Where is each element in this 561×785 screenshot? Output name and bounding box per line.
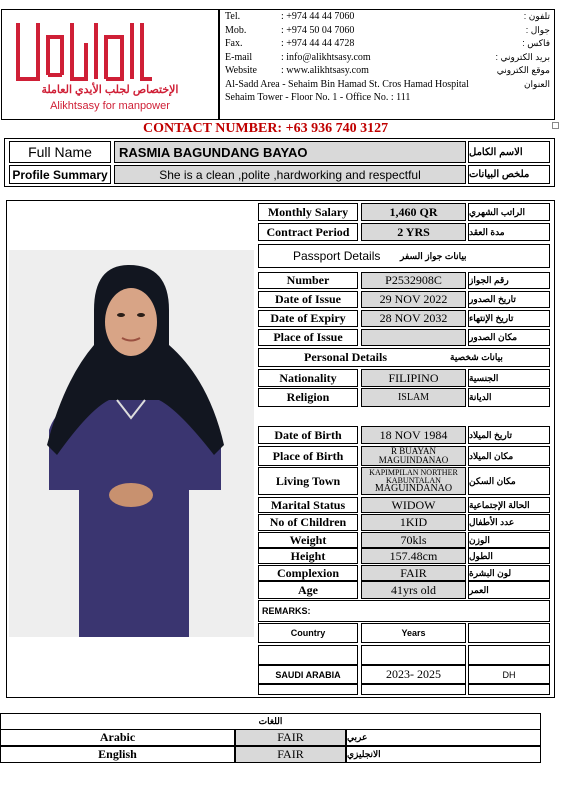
candidate-photo (9, 250, 254, 637)
fax-label: Fax. (225, 38, 243, 49)
mob-value: : +974 50 04 7060 (281, 25, 355, 36)
dob-label: Date of Birth (258, 426, 358, 444)
height-label-ar: الطول (468, 548, 550, 564)
fax-row (225, 38, 550, 51)
living-town-line-1: KAPIMPILAN NORTHER (369, 468, 458, 477)
nationality-label-ar: الجنسية (468, 369, 550, 387)
marital-status-label: Marital Status (258, 497, 358, 513)
complexion-label-ar: لون البشرة (468, 565, 550, 581)
personal-title: Personal Details (304, 350, 387, 364)
place-of-birth-line-2: MAGUINDANAO (378, 455, 449, 465)
experience-years: 2023- 2025 (361, 665, 466, 684)
experience-footer-2 (361, 684, 466, 695)
language-english-name-ar: الانجليزي (346, 746, 541, 763)
experience-footer-3 (468, 684, 550, 695)
remarks-label: REMARKS: (258, 600, 550, 622)
place-of-birth-line-1: R BUAYAN (391, 446, 436, 456)
weight-value: 70kls (361, 532, 466, 548)
summary-value: She is a clean ,polite ,hardworking and respectful (114, 165, 466, 184)
living-town-value (361, 467, 466, 495)
contract-label: Contract Period (258, 223, 358, 241)
age-label-ar: العمر (468, 581, 550, 599)
fax-label-ar: فاكس : (522, 38, 550, 48)
salary-label-ar: الراتب الشهري (468, 203, 550, 221)
height-label: Height (258, 548, 358, 564)
experience-country: SAUDI ARABIA (258, 665, 358, 684)
experience-type: DH (468, 665, 550, 684)
passport-number-label: Number (258, 272, 358, 289)
tel-label-ar: تلفون : (523, 11, 550, 21)
expiry-date-value: 28 NOV 2032 (361, 310, 466, 327)
email-label-ar: بريد الكتروني : (495, 52, 550, 62)
language-arabic-name-ar: عربي (346, 729, 541, 746)
children-label-ar: عدد الأطفال (468, 514, 550, 531)
logo-arabic-tagline: الإختصاص لجلب الأيدي العاملة (41, 84, 179, 96)
website-label: Website (225, 65, 257, 76)
summary-label: Profile Summary (9, 165, 111, 184)
experience-spacer-3 (468, 645, 550, 665)
experience-years-header: Years (361, 623, 466, 643)
contract-label-ar: مدة العقد (468, 223, 550, 241)
website-label-ar: موقع الكتروني (496, 65, 550, 75)
place-of-birth-value (361, 446, 466, 466)
age-label: Age (258, 581, 358, 599)
address-label-ar: العنوان (523, 79, 550, 89)
mob-label-ar: جوال : (525, 25, 550, 35)
passport-title: Passport Details (293, 249, 381, 263)
email-row (225, 52, 550, 65)
candidate-portrait (9, 250, 254, 637)
fax-value: : +974 44 44 4728 (281, 38, 355, 49)
nationality-label: Nationality (258, 369, 358, 387)
passport-number-value: P2532908C (361, 272, 466, 289)
company-logo (10, 13, 210, 117)
tel-row (225, 11, 550, 24)
children-label: No of Children (258, 514, 358, 531)
place-of-issue-label: Place of Issue (258, 329, 358, 346)
language-english-level: FAIR (235, 746, 346, 763)
place-of-issue-label-ar: مكان الصدور (468, 329, 550, 346)
summary-label-ar: ملخص البيانات (468, 165, 550, 184)
website-row (225, 65, 550, 78)
religion-label-ar: الديانة (468, 388, 550, 407)
living-town-line-2: KABUNTALAN (386, 476, 441, 485)
place-of-issue-value (361, 329, 466, 346)
complexion-value: FAIR (361, 565, 466, 581)
place-of-birth-label: Place of Birth (258, 446, 358, 466)
passport-number-label-ar: رقم الجواز (468, 272, 550, 289)
living-town-line-3: MAGUINDANAO (374, 483, 453, 494)
email-label: E-mail (225, 52, 253, 63)
tel-label: Tel. (225, 11, 241, 22)
language-arabic-name: Arabic (0, 729, 235, 746)
issue-date-label: Date of Issue (258, 291, 358, 308)
email-value[interactable]: : info@alikhtsasy.com (281, 52, 371, 63)
mob-row (225, 25, 550, 38)
salary-label: Monthly Salary (258, 203, 358, 221)
issue-date-value: 29 NOV 2022 (361, 291, 466, 308)
salary-value: 1,460 QR (361, 203, 466, 221)
dob-label-ar: تاريخ الميلاد (468, 426, 550, 444)
experience-footer-1 (258, 684, 358, 695)
language-arabic-level: FAIR (235, 729, 346, 746)
full-name-value: RASMIA BAGUNDANG BAYAO (114, 141, 466, 163)
issue-date-label-ar: تاريخ الصدور (468, 291, 550, 308)
living-town-label-ar: مكان السكن (468, 467, 550, 495)
full-name-label-ar: الاسم الكامل (468, 141, 550, 163)
personal-title-ar: بيانات شخصية (450, 352, 503, 362)
children-value: 1KID (361, 514, 466, 531)
religion-value: ISLAM (361, 388, 466, 407)
expiry-date-label: Date of Expiry (258, 310, 358, 327)
weight-label-ar: الوزن (468, 532, 550, 548)
corner-marker (552, 122, 559, 129)
expiry-date-label-ar: تاريخ الإنتهاء (468, 310, 550, 327)
marital-status-label-ar: الحالة الإجتماعية (468, 497, 550, 513)
religion-label: Religion (258, 388, 358, 407)
experience-spacer-1 (258, 645, 358, 665)
complexion-label: Complexion (258, 565, 358, 581)
full-name-label: Full Name (9, 141, 111, 163)
experience-header-blank (468, 623, 550, 643)
marital-status-value: WIDOW (361, 497, 466, 513)
address-line-2: Sehaim Tower - Floor No. 1 - Office No. : 111 (225, 92, 411, 103)
address-line-1: Al-Sadd Area - Sehaim Bin Hamad St. Cros Hamad Hospital (225, 79, 469, 90)
passport-title-ar: بيانات جواز السفر (400, 251, 467, 261)
dob-value: 18 NOV 1984 (361, 426, 466, 444)
languages-title-ar: اللغات (258, 716, 283, 726)
contact-number: CONTACT NUMBER: +63 936 740 3127 (143, 121, 389, 136)
nationality-value: FILIPINO (361, 369, 466, 387)
age-value: 41yrs old (361, 581, 466, 599)
weight-label: Weight (258, 532, 358, 548)
living-town-label: Living Town (258, 467, 358, 495)
experience-country-header: Country (258, 623, 358, 643)
tel-value: : +974 44 44 7060 (281, 11, 355, 22)
logo-english-tagline: Alikhtsasy for manpower (50, 100, 170, 112)
website-value[interactable]: : www.alikhtsasy.com (281, 65, 369, 76)
experience-spacer-2 (361, 645, 466, 665)
mob-label: Mob. (225, 25, 247, 36)
place-of-birth-label-ar: مكان الميلاد (468, 446, 550, 466)
personal-header (258, 348, 550, 367)
contract-value: 2 YRS (361, 223, 466, 241)
language-english-name: English (0, 746, 235, 763)
height-value: 157.48cm (361, 548, 466, 564)
